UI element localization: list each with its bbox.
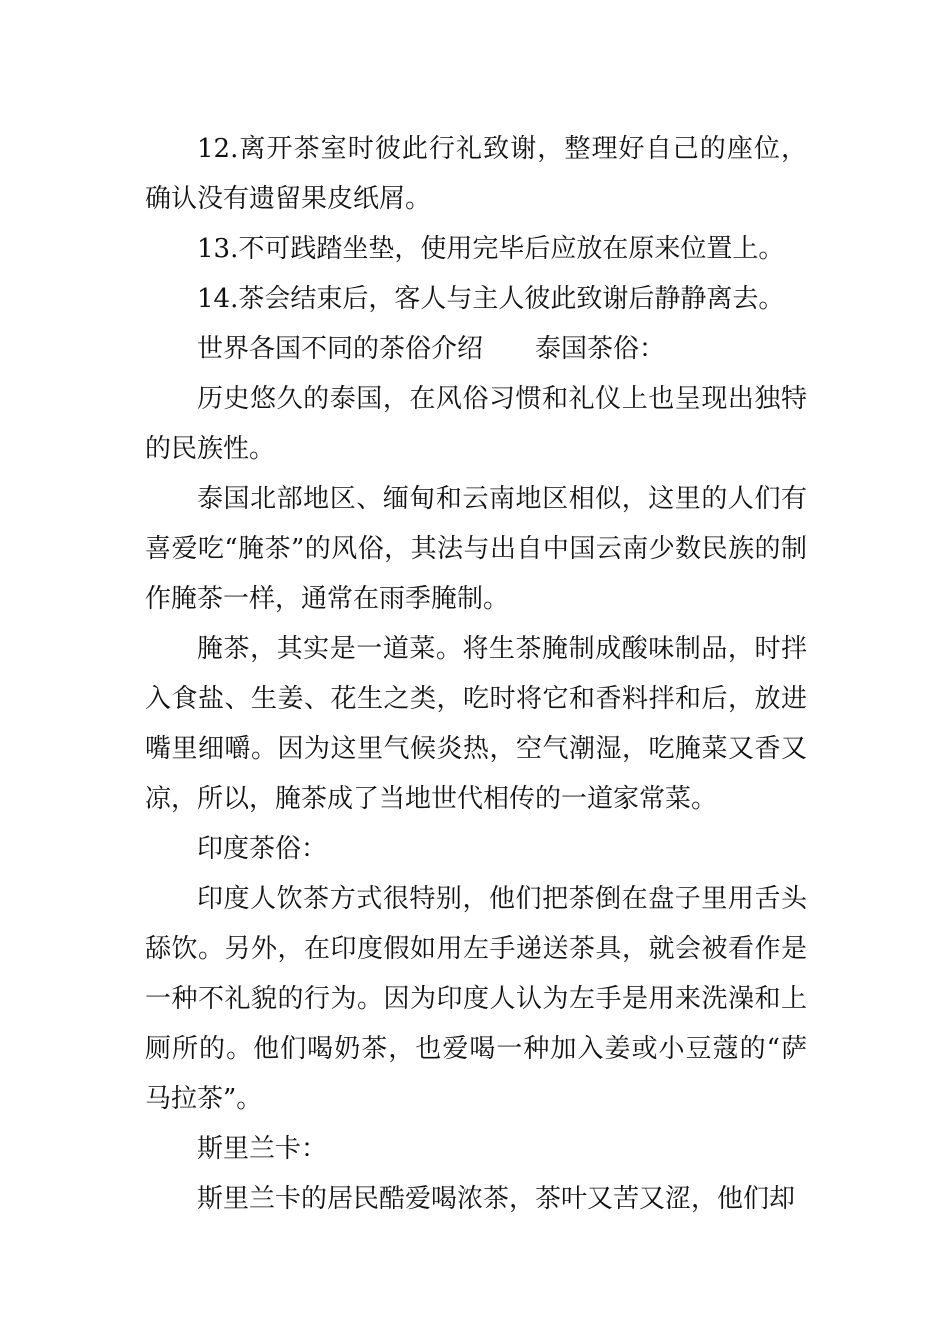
document-body <box>145 124 807 1224</box>
paragraph-item-14: 14.茶会结束后，客人与主人彼此致谢后静静离去。 <box>197 284 785 314</box>
paragraph-item-12: 12.离开茶室时彼此行礼致谢，整理好自己的座位，确认没有遗留果皮纸屑。 <box>145 134 807 214</box>
paragraph-thailand-history: 历史悠久的泰国，在风俗习惯和礼仪上也呈现出独特的民族性。 <box>145 384 807 464</box>
paragraph-item-13: 13.不可践踏坐垫，使用完毕后应放在原来位置上。 <box>197 234 785 264</box>
paragraph-pickled-tea: 腌茶，其实是一道菜。将生茶腌制成酸味制品，时拌入食盐、生姜、花生之类，吃时将它和香料拌和后，放进嘴里细嚼。因为这里气候炎热，空气潮湿，吃腌菜又香又凉，所以，腌茶成了当地世代相传的一道家常菜。 <box>145 634 807 814</box>
paragraph-sri-lanka: 斯里兰卡的居民酷爱喝浓茶，茶叶又苦又涩，他们却 <box>197 1184 796 1214</box>
section-heading-sri-lanka: 斯里兰卡： <box>197 1134 328 1164</box>
section-heading-india: 印度茶俗： <box>197 834 328 864</box>
section-heading-thailand: 世界各国不同的茶俗介绍 泰国茶俗： <box>197 334 666 364</box>
paragraph-india: 印度人饮茶方式很特别，他们把茶倒在盘子里用舌头舔饮。另外，在印度假如用左手递送茶具，就会被看作是一种不礼貌的行为。因为印度人认为左手是用来洗澡和上厕所的。他们喝奶茶，也爱喝一种加入姜或小豆蔻的“萨马拉茶”。 <box>145 884 807 1114</box>
paragraph-thailand-north: 泰国北部地区、缅甸和云南地区相似，这里的人们有喜爱吃“腌茶”的风俗，其法与出自中国云南少数民族的制作腌茶一样，通常在雨季腌制。 <box>145 484 807 614</box>
